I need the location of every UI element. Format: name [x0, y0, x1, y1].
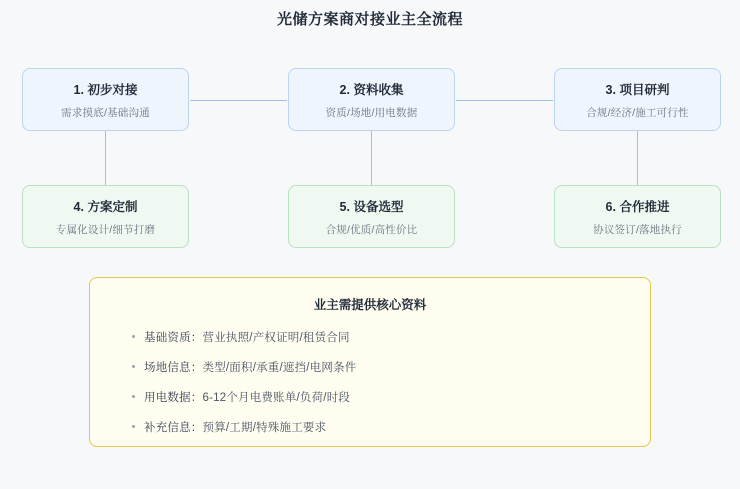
list-item-label: 用电数据： [144, 392, 203, 404]
flow-step-4-title: 4. 方案定制 [73, 199, 138, 214]
connector-step1-step4 [105, 131, 106, 185]
flow-step-5-subtitle: 合规/优质/高性价比 [325, 223, 418, 236]
flow-step-5[interactable] [288, 185, 455, 248]
list-item-label: 补充信息： [144, 422, 203, 434]
required-materials-list [90, 329, 650, 435]
flow-step-6-title: 6. 合作推进 [605, 199, 670, 214]
flow-step-4[interactable] [22, 185, 189, 248]
list-item-label: 场地信息： [144, 362, 203, 374]
flow-step-2-title: 2. 资料收集 [339, 82, 404, 97]
required-materials-panel [89, 277, 651, 447]
list-item [132, 329, 650, 345]
list-item [132, 419, 650, 435]
list-item-value: 类型/面积/承重/遮挡/电网条件 [202, 362, 357, 374]
flow-step-3-subtitle: 合规/经济/施工可行性 [586, 106, 689, 119]
list-item-value: 6-12个月电费账单/负荷/时段 [202, 392, 351, 404]
connector-step3-step6 [637, 131, 638, 185]
flow-step-1-subtitle: 需求摸底/基础沟通 [61, 106, 150, 119]
list-item-value: 营业执照/产权证明/租赁合同 [202, 332, 350, 344]
flow-step-6[interactable] [554, 185, 721, 248]
connector-step2-step5 [371, 131, 372, 185]
list-item-label: 基础资质： [144, 332, 203, 344]
flow-step-4-subtitle: 专属化设计/细节打磨 [55, 223, 156, 236]
list-item-value: 预算/工期/特殊施工要求 [202, 422, 327, 434]
flow-step-6-subtitle: 协议签订/落地执行 [593, 223, 682, 236]
connector-step1-step2 [190, 100, 287, 101]
flow-step-3[interactable] [554, 68, 721, 131]
flow-step-1[interactable] [22, 68, 189, 131]
required-materials-title: 业主需提供核心资料 [313, 298, 427, 312]
flow-step-2[interactable] [288, 68, 455, 131]
page-title: 光储方案商对接业主全流程 [276, 11, 463, 28]
flow-step-2-subtitle: 资质/场地/用电数据 [325, 106, 418, 119]
flow-step-5-title: 5. 设备选型 [339, 199, 404, 214]
list-item [132, 389, 650, 405]
connector-step2-step3 [456, 100, 553, 101]
flow-step-3-title: 3. 项目研判 [605, 82, 670, 97]
list-item [132, 359, 650, 375]
flow-step-1-title: 1. 初步对接 [73, 82, 138, 97]
